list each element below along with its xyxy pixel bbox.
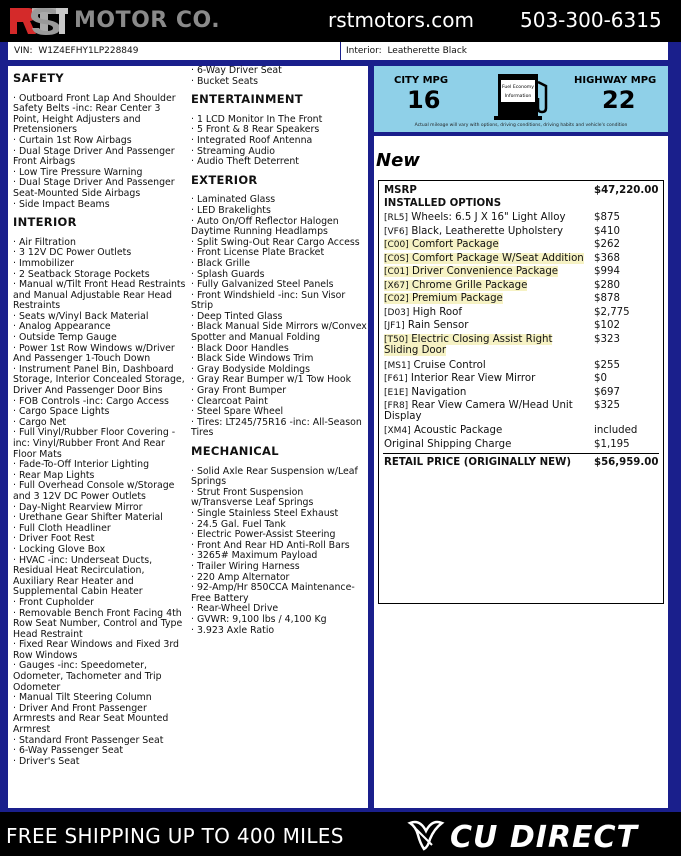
option-code: [T50] (384, 334, 408, 345)
highway-mpg-value: 22 (602, 86, 636, 114)
feature-item: · Dual Stage Driver And Passenger Front Airbags (13, 145, 175, 168)
features-column-right (191, 66, 367, 636)
interior-value: Leatherette Black (387, 46, 467, 56)
feature-item: · Air Filtration (13, 236, 76, 248)
feature-item: · Outside Temp Gauge (13, 332, 117, 344)
option-name: Comfort Package (412, 239, 499, 250)
option-name: Driver Convenience Package (412, 266, 559, 277)
section-heading-exterior: EXTERIOR (191, 172, 258, 187)
feature-item: · Fully Galvanized Steel Panels (191, 279, 334, 291)
feature-item: · Splash Guards (191, 268, 265, 280)
total-divider (383, 453, 659, 454)
option-name: Original Shipping Charge (384, 438, 512, 450)
feature-item: · Black Door Handles (191, 342, 289, 354)
option-code: [MS1] (384, 360, 411, 371)
msrp-value: $47,220.00 (594, 185, 659, 196)
feature-item: · Manual Tilt Steering Column (13, 692, 152, 704)
option-name: Comfort Package W/Seat Addition (412, 252, 584, 264)
option-name: Cruise Control (413, 359, 486, 371)
option-code: [C01] (384, 267, 409, 277)
feature-item: · Full Overhead Console w/Storage and 3 12V DC Power Outlets (13, 480, 175, 502)
option-name: Acoustic Package (413, 425, 503, 436)
feature-item: · Electric Power-Assist Steering (191, 529, 336, 541)
feature-item: · Urethane Gear Shifter Material (13, 512, 163, 524)
option-name: Rain Sensor (407, 320, 469, 331)
vin-divider (340, 42, 341, 60)
option-code: [FR8] (384, 401, 409, 411)
feature-item: · Driver And Front Passenger Armrests and Rear Seat Mounted Armrest (13, 702, 169, 736)
option-price: $410 (594, 225, 620, 237)
feature-item: · Driver Foot Rest (13, 533, 95, 545)
feature-item: · 6-Way Driver Seat (191, 65, 282, 76)
feature-item: · Tires: LT245/75R16 -inc: All-Season Tires (191, 416, 362, 439)
pump-line1: Fuel Economy (501, 85, 535, 90)
feature-item: · 24.5 Gal. Fuel Tank (191, 518, 286, 530)
highway-mpg-label: HIGHWAY MPG (574, 75, 657, 86)
option-price: $697 (594, 386, 620, 398)
feature-item: · Bucket Seats (191, 75, 259, 87)
option-name: Chrome Grille Package (411, 279, 528, 291)
option-code: [XM4] (384, 426, 411, 436)
feature-item: · Steel Spare Wheel (191, 406, 284, 418)
free-shipping-banner: FREE SHIPPING UP TO 400 MILES (6, 824, 344, 848)
feature-item: · Side Impact Beams (13, 198, 110, 210)
feature-item: · Fixed Rear Windows and Fixed 3rd Row Windows (13, 639, 179, 661)
feature-item: · Rear Map Lights (13, 469, 95, 481)
cu-direct-logo-icon (406, 817, 676, 853)
option-code: [JF1] (384, 321, 405, 331)
feature-item: · Gray Bodyside Moldings (191, 363, 310, 375)
fuel-pump-icon (490, 72, 554, 120)
feature-item: · Full Cloth Headliner (13, 522, 111, 534)
option-price: $994 (594, 266, 620, 277)
rst-logo-icon (8, 4, 70, 38)
features-panel (8, 66, 368, 808)
feature-item: · Fade-To-Off Interior Lighting (13, 459, 150, 471)
feature-item: · Low Tire Pressure Warning (13, 166, 143, 178)
mpg-disclaimer: Actual mileage will vary with options, driving conditions, driving habits and vehicle's condition (414, 123, 628, 128)
feature-item: · Clearcoat Paint (191, 395, 268, 407)
vin-field (14, 46, 138, 56)
section-heading-interior: INTERIOR (13, 215, 77, 230)
option-code: [VF6] (384, 226, 409, 237)
feature-item: · Manual w/Tilt Front Head Restraints and Manual Adjustable Rear Head Restraints (13, 279, 186, 312)
option-code: [C0S] (384, 253, 409, 264)
feature-item: · Laminated Glass (191, 194, 276, 206)
partner-name: CU DIRECT (450, 820, 638, 853)
option-price: $368 (594, 252, 620, 264)
option-name: Black, Leatherette Upholstery (411, 225, 564, 237)
feature-item: · Full Vinyl/Rubber Floor Covering -inc: Vinyl/Rubber Front And Rear Floor Mats (13, 427, 176, 460)
vin-strip (8, 42, 668, 60)
vin-value: W1Z4EFHY1LP228849 (38, 46, 139, 56)
option-price: $0 (594, 373, 607, 384)
feature-item: · Locking Glove Box (13, 543, 106, 555)
option-price: $1,195 (594, 438, 630, 450)
option-code: [C02] (384, 294, 409, 304)
option-price: $262 (594, 239, 620, 250)
header-bar (0, 0, 681, 42)
feature-item: · Power 1st Row Windows w/Driver And Passenger 1-Touch Down (13, 342, 175, 365)
feature-item: · 6-Way Passenger Seat (13, 745, 124, 757)
option-code: [D03] (384, 307, 410, 318)
feature-item: · Auto On/Off Reflector Halogen Daytime Running Headlamps (191, 215, 339, 238)
option-price: $875 (594, 212, 620, 223)
option-price: $325 (594, 400, 620, 411)
fuel-economy-box (374, 66, 668, 132)
phone-number[interactable]: 503-300-6315 (520, 8, 662, 32)
feature-item: · Immobilizer (13, 257, 75, 269)
option-name: Premium Package (412, 293, 503, 304)
feature-item: · Gauges -inc: Speedometer, Odometer, Tachometer and Trip Odometer (13, 660, 162, 693)
feature-item: · Cargo Space Lights (13, 406, 110, 418)
option-price: $323 (594, 333, 620, 345)
website-link[interactable]: rstmotors.com (328, 8, 474, 32)
option-code: [RL5] (384, 213, 409, 223)
section-heading-entertainment: ENTERTAINMENT (191, 92, 303, 107)
pump-line2: Information (504, 94, 532, 99)
feature-item: · Standard Front Passenger Seat (13, 734, 164, 746)
feature-item: · FOB Controls -inc: Cargo Access (13, 395, 169, 407)
feature-item: · 3.923 Axle Ratio (191, 624, 275, 636)
feature-item: · 1 LCD Monitor In The Front (191, 113, 323, 125)
city-mpg-value: 16 (407, 86, 441, 114)
retail-price-label: RETAIL PRICE (ORIGINALLY NEW) (384, 457, 571, 468)
option-price: included (594, 425, 638, 436)
brand-name: MOTOR CO. (74, 8, 221, 33)
option-price: $2,775 (594, 306, 630, 318)
feature-item: · Seats w/Vinyl Back Material (13, 310, 149, 322)
feature-item: · Audio Theft Deterrent (191, 156, 299, 168)
option-code: [F61] (384, 374, 408, 384)
feature-item: · Gray Rear Bumper w/1 Tow Hook (191, 374, 352, 386)
option-price: $280 (594, 279, 620, 291)
feature-item: · Instrument Panel Bin, Dashboard Storage, Interior Concealed Storage, Driver And Passenger Door Bins (13, 363, 185, 397)
vin-label: VIN: (14, 46, 33, 56)
feature-item: · Analog Appearance (13, 321, 111, 333)
feature-item: · Split Swing-Out Rear Cargo Access (191, 236, 360, 248)
feature-item: · Single Stainless Steel Exhaust (191, 507, 339, 519)
feature-item: · Front And Rear HD Anti-Roll Bars (191, 539, 350, 551)
option-code: [E1E] (384, 387, 409, 398)
feature-item: · Day-Night Rearview Mirror (13, 501, 143, 513)
section-heading-safety: SAFETY (13, 71, 64, 85)
feature-item: · 3265# Maximum Payload (191, 550, 318, 562)
feature-item: · 220 Amp Alternator (191, 571, 290, 583)
condition-label: New (376, 150, 420, 171)
feature-item: · Front License Plate Bracket (191, 247, 325, 259)
feature-item: · HVAC -inc: Underseat Ducts, Residual Heat Recirculation, Auxiliary Rear Heater and Supplemental Cabin Heater (13, 554, 153, 598)
interior-field (346, 46, 467, 56)
option-name: Navigation (411, 386, 467, 398)
feature-item: · Rear-Wheel Drive (191, 603, 279, 615)
feature-item: · Deep Tinted Glass (191, 310, 283, 322)
options-panel (374, 136, 668, 808)
feature-item: · Black Manual Side Mirrors w/Convex Spotter and Manual Folding (191, 321, 367, 344)
feature-item: · GVWR: 9,100 lbs / 4,100 Kg (191, 613, 327, 625)
option-price: $102 (594, 320, 620, 331)
feature-item: · Gray Front Bumper (191, 385, 287, 397)
option-name: Wheels: 6.5 J X 16" Light Alloy (411, 212, 566, 223)
option-name: High Roof (412, 306, 462, 318)
feature-item: · Black Side Windows Trim (191, 353, 314, 365)
option-code: [C00] (384, 240, 409, 250)
feature-item: · 92-Amp/Hr 850CCA Maintenance-Free Battery (191, 582, 355, 604)
price-sticker-box: MSRP $47,220.00 INSTALLED OPTIONS [RL5] Wheels: 6.5 J X 16" Light Alloy $875 [VF6] Black, Leatherette Upholstery $410 [C00] Comfort Package $262 [C0S] Comfort Package W/Seat Addition $368 [C01] Driver Convenience Package $994 [X67] Chrome Grille Package $280 [C02] Premium Package $878 [D03] High Roof $2,775 [JF1] Rain Sensor $102 [T50] Electric Closing Assist Right Sliding Door $323 [MS1] Cruise Control $255 [F61] Interior Rear View Mirror $0 [E1E] Navigation $697 [FR8] Rear View Camera W/Head Unit Display $325 [XM4] Acoustic Package included Original Shipping Charge $1,195 RETAIL PRICE (ORIGINALLY NEW) $56,959.00 (378, 180, 664, 604)
feature-item: · Trailer Wiring Harness (191, 560, 300, 572)
feature-item: · Front Windshield -inc: Sun Visor Strip (191, 289, 346, 312)
msrp-label: MSRP (384, 185, 417, 196)
feature-item: · Front Cupholder (13, 596, 94, 608)
section-heading-mechanical: MECHANICAL (191, 444, 279, 458)
features-column-left (13, 66, 188, 767)
option-price: $255 (594, 359, 620, 371)
feature-item: · 2 Seatback Storage Pockets (13, 268, 150, 280)
option-name: Interior Rear View Mirror (410, 373, 536, 384)
interior-label: Interior: (346, 46, 382, 56)
feature-item: · Curtain 1st Row Airbags (13, 134, 132, 146)
feature-item: · Driver's Seat (13, 755, 80, 767)
feature-item: · 5 Front & 8 Rear Speakers (191, 124, 320, 136)
feature-item: · Solid Axle Rear Suspension w/Leaf Springs (191, 465, 358, 488)
option-name: Electric Closing Assist Right Sliding Door (384, 333, 553, 356)
option-price: $878 (594, 293, 620, 304)
feature-item: · 3 12V DC Power Outlets (13, 247, 132, 259)
feature-item: · Integrated Roof Antenna (191, 134, 313, 146)
feature-item: · Dual Stage Driver And Passenger Seat-Mounted Side Airbags (13, 177, 175, 199)
retail-price-value: $56,959.00 (594, 457, 659, 468)
city-mpg-label: CITY MPG (394, 75, 449, 86)
option-name: Rear View Camera W/Head Unit Display (384, 400, 573, 422)
feature-item: · Outboard Front Lap And Shoulder Safety Belts -inc: Rear Center 3 Point, Height Adjusters and Pretensioners (13, 92, 176, 136)
feature-item: · Strut Front Suspension w/Transverse Leaf Springs (191, 486, 314, 509)
feature-item: · Streaming Audio (191, 145, 276, 157)
feature-item: · LED Brakelights (191, 204, 271, 216)
feature-item: · Removable Bench Front Facing 4th Row Seat Number, Control and Type Head Restraint (13, 607, 183, 640)
footer-bar (0, 812, 681, 856)
feature-item: · Cargo Net (13, 416, 67, 428)
feature-item: · Black Grille (191, 257, 251, 269)
option-code: [X67] (384, 280, 409, 291)
